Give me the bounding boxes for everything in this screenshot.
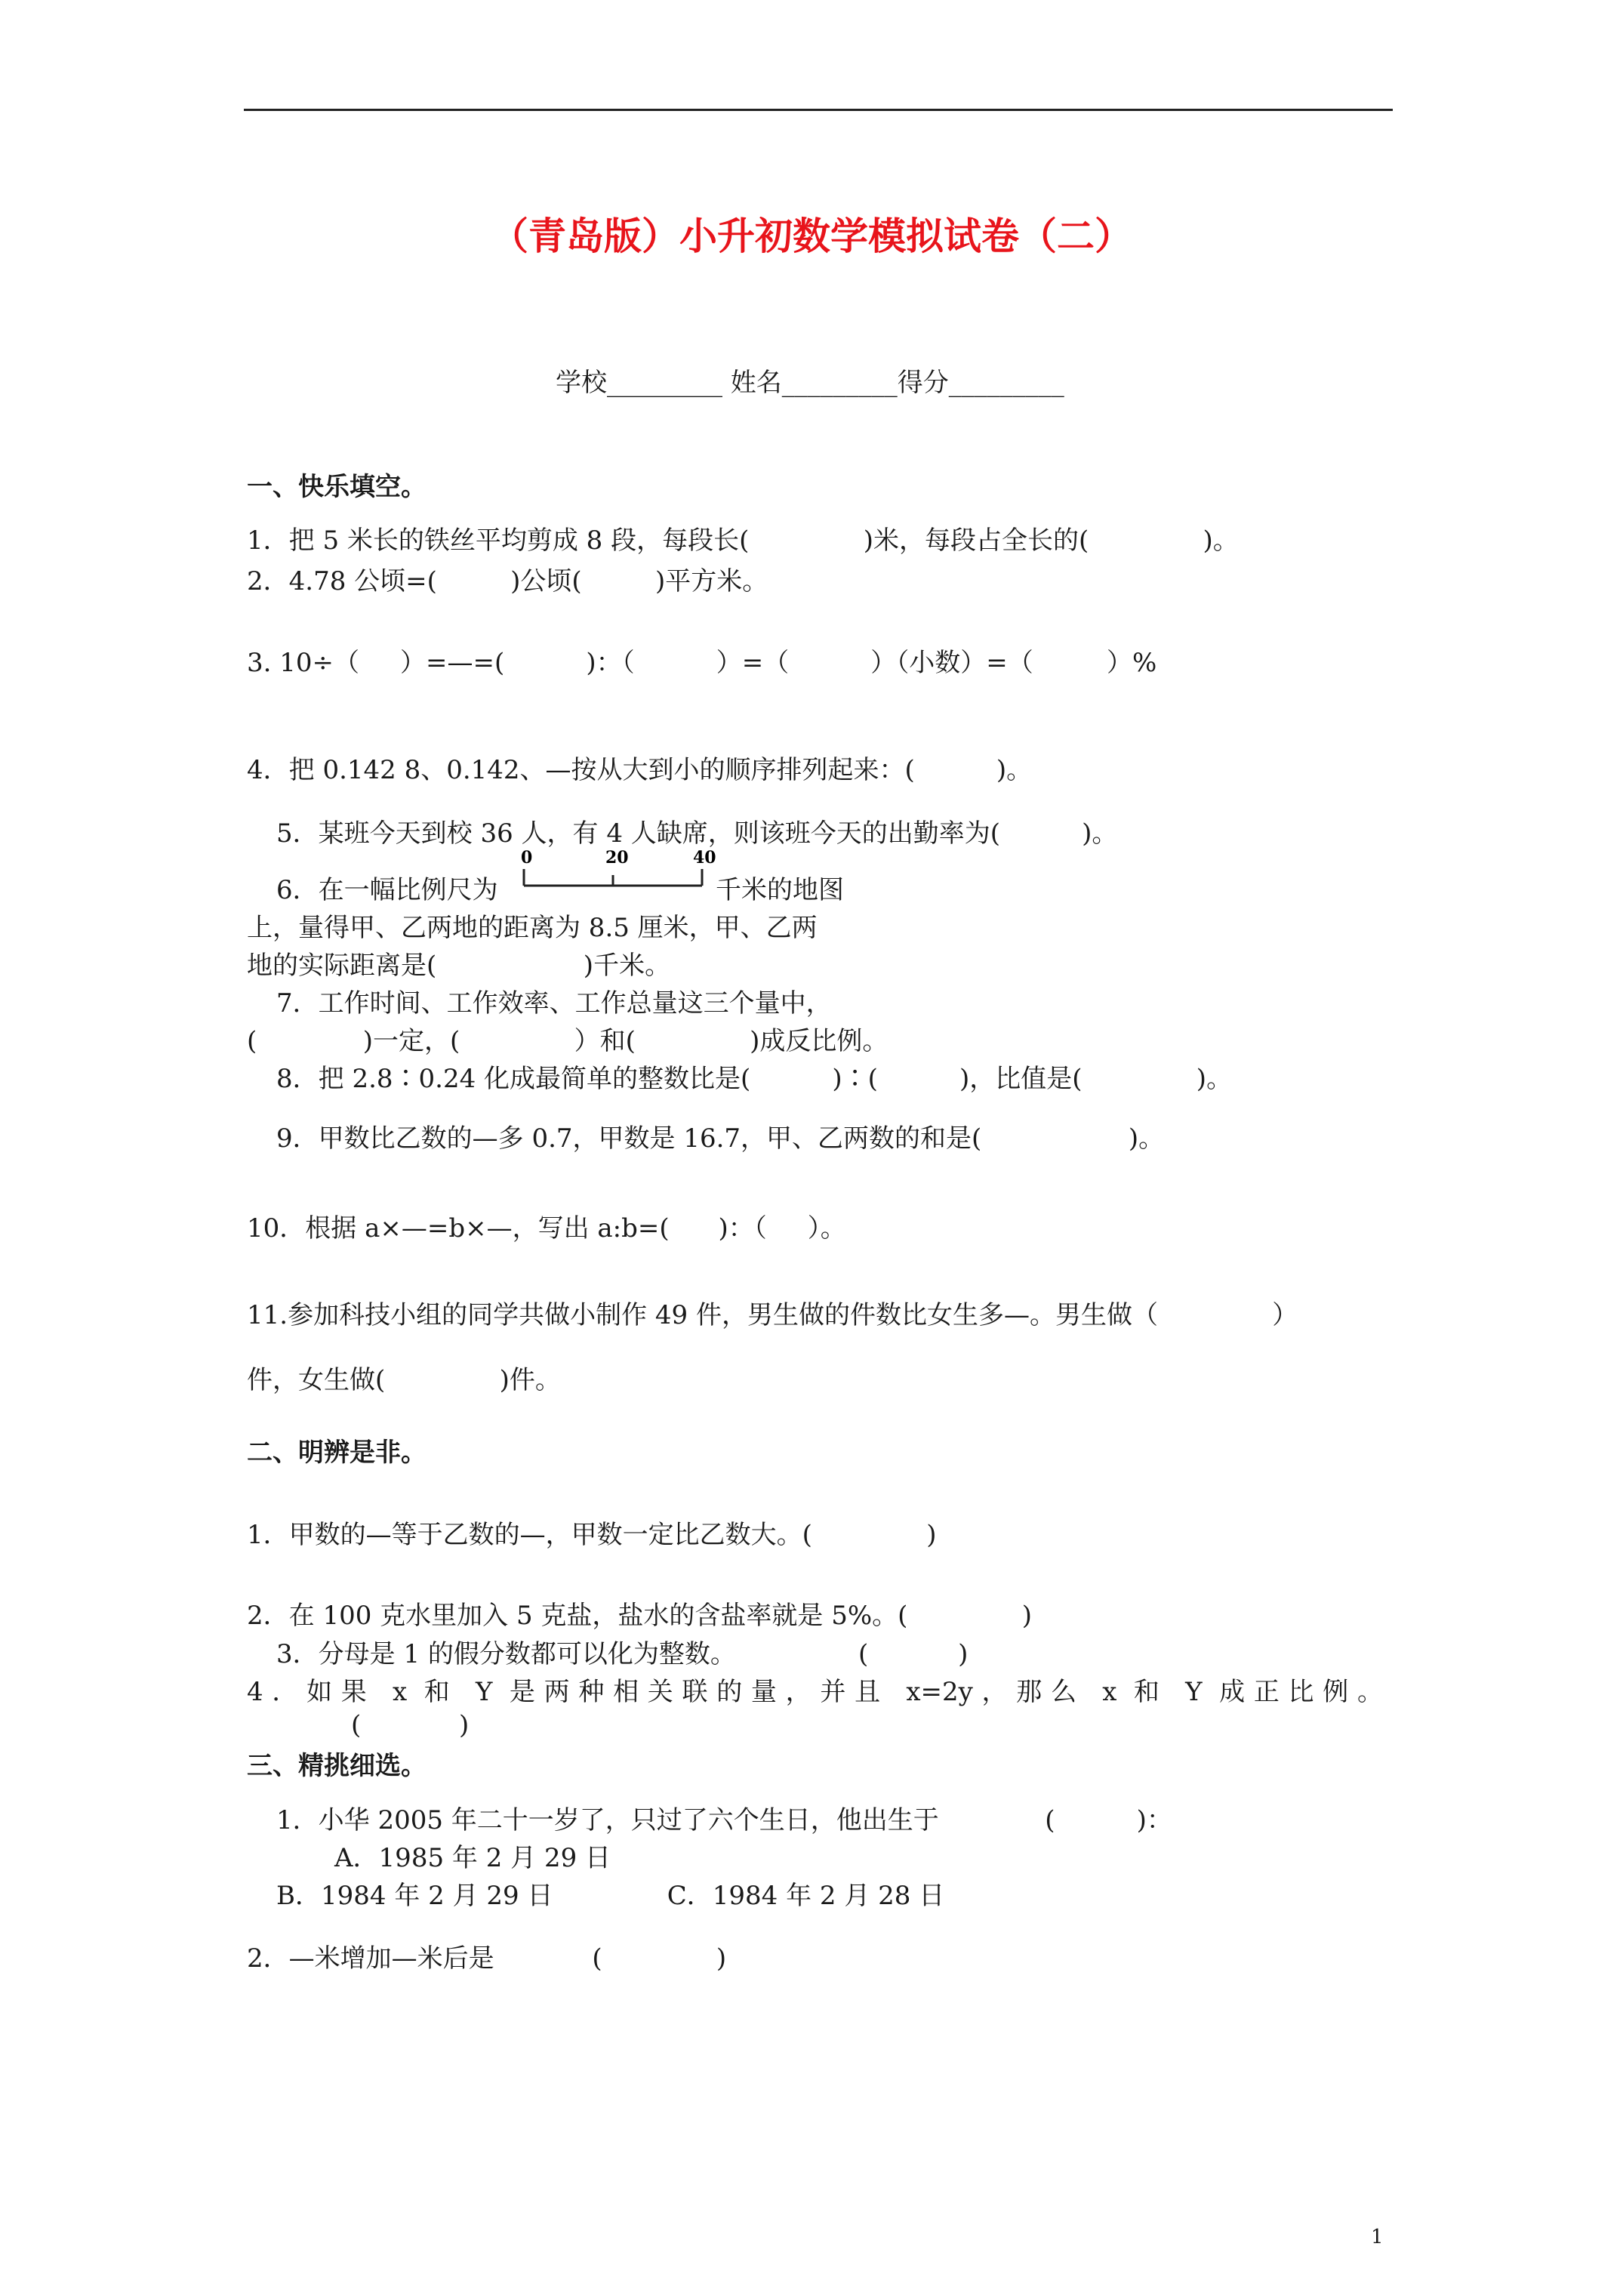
top-rule [244, 109, 1393, 111]
s1-question-1: 1．把 5 米长的铁丝平均剪成 8 段，每段长( )米，每段占全长的( )。 [247, 525, 1239, 556]
s3-question-2: 2．—米增加—米后是 ( ) [247, 1943, 727, 1974]
section-3-heading: 三、精挑细选。 [247, 1751, 427, 1781]
s1-question-6-unit: 千米的地图 [716, 875, 844, 905]
page-number: 1 [1371, 2226, 1384, 2248]
map-scale-bar [521, 848, 717, 895]
page-title: （青岛版）小升初数学模拟试卷（二） [491, 214, 1132, 258]
s3-question-1: 1．小华 2005 年二十一岁了，只过了六个生日，他出生于 ( )： [276, 1805, 1172, 1835]
info-line: 学校_________ 姓名_________得分_________ [556, 368, 1064, 398]
s2-question-4-answer: ( ) [351, 1710, 470, 1740]
section-2-heading: 二、明辨是非。 [247, 1438, 427, 1468]
s2-question-4: 4．如果 x 和 Y 是两种相关联的量，并且 x=2y，那么 x 和 Y 成正比例。 [247, 1677, 1383, 1707]
s2-question-2: 2．在 100 克水里加入 5 克盐，盐水的含盐率就是 5%。( ) [247, 1601, 1032, 1631]
s1-question-6-start: 6．在一幅比例尺为 [276, 875, 498, 905]
s3-question-1-options-bc: B．1984 年 2 月 29 日 C．1984 年 2 月 28 日 [276, 1881, 945, 1911]
s1-question-6-line2: 上，量得甲、乙两地的距离为 8.5 厘米，甲、乙两 [247, 913, 818, 943]
s1-question-11-line1: 11.参加科技小组的同学共做小制作 49 件，男生做的件数比女生多—。男生做（ ） [247, 1300, 1298, 1330]
s1-question-5: 5．某班今天到校 36 人，有 4 人缺席，则该班今天的出勤率为( )。 [276, 818, 1118, 849]
scale-tick-20: 20 [605, 848, 629, 868]
s1-question-8: 8．把 2.8∶0.24 化成最简单的整数比是( )∶( )，比值是( )。 [276, 1064, 1233, 1094]
scale-tick-0: 0 [521, 848, 533, 868]
section-1-heading: 一、快乐填空。 [247, 472, 427, 502]
s1-question-10: 10．根据 a×—=b×—，写出 a:b=( )：（ ）。 [247, 1213, 846, 1244]
s1-question-6-line3: 地的实际距离是( )千米。 [247, 951, 671, 981]
s3-question-1-option-a: A．1985 年 2 月 29 日 [334, 1843, 611, 1873]
s2-question-3: 3．分母是 1 的假分数都可以化为整数。 ( ) [276, 1639, 969, 1669]
s1-question-4: 4．把 0.142 8、0.142、—按从大到小的顺序排列起来：( )。 [247, 755, 1033, 785]
scale-tick-40: 40 [693, 848, 716, 868]
s1-question-7-line2: ( )一定，( ）和( )成反比例。 [247, 1026, 888, 1056]
s1-question-3: 3. 10÷（ ）=—=( )：（ ）=（ ）（小数）=（ ）% [247, 648, 1157, 678]
s1-question-11-line2: 件，女生做( )件。 [247, 1365, 561, 1395]
s1-question-7-line1: 7．工作时间、工作效率、工作总量这三个量中， [276, 988, 832, 1019]
s1-question-9: 9．甲数比乙数的—多 0.7，甲数是 16.7，甲、乙两数的和是( )。 [276, 1123, 1165, 1154]
s1-question-2: 2．4.78 公顷=( )公顷( )平方米。 [247, 566, 768, 596]
s2-question-1: 1．甲数的—等于乙数的—，甲数一定比乙数大。( ) [247, 1520, 937, 1550]
